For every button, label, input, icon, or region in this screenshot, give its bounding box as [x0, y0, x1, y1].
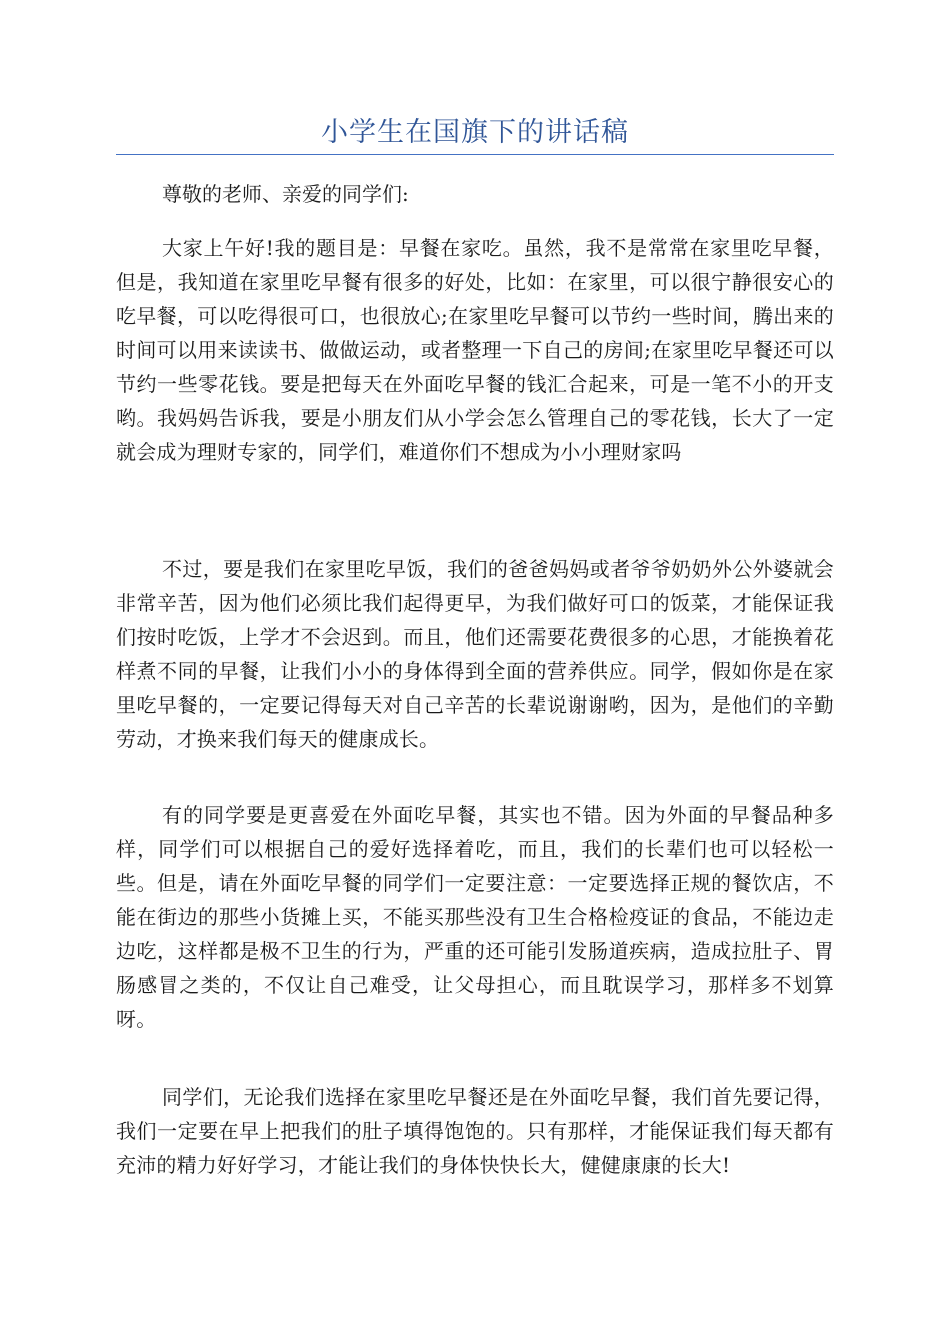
- body-paragraph-2: 不过，要是我们在家里吃早饭，我们的爸爸妈妈或者爷爷奶奶外公外婆就会非常辛苦，因为他们必须比我们起得更早，为我们做好可口的饭菜，才能保证我们按时吃饭，上学才不会迟到。而且，他们还需要花费很多的心思，才能换着花样煮不同的早餐，让我们小小的身体得到全面的营养供应。同学，假如你是在家里吃早餐的，一定要记得每天对自己辛苦的长辈说谢谢哟，因为，是他们的辛勤劳动，才换来我们每天的健康成长。: [116, 557, 834, 751]
- salutation: 尊敬的老师、亲爱的同学们:: [162, 182, 409, 206]
- title-underline: [116, 154, 834, 155]
- body-paragraph-4: 同学们，无论我们选择在家里吃早餐还是在外面吃早餐，我们首先要记得，我们一定要在早上把我们的肚子填得饱饱的。只有那样，才能保证我们每天都有充沛的精力好好学习，才能让我们的身体快快长大，健健康康的长大!: [116, 1085, 834, 1177]
- body-paragraph-3: 有的同学要是更喜爱在外面吃早餐，其实也不错。因为外面的早餐品种多样，同学们可以根据自己的爱好选择着吃，而且，我们的长辈们也可以轻松一些。但是，请在外面吃早餐的同学们一定要注意：一定要选择正规的餐饮店，不能在街边的那些小货摊上买，不能买那些没有卫生合格检疫证的食品，不能边走边吃，这样都是极不卫生的行为，严重的还可能引发肠道疾病，造成拉肚子、胃肠感冒之类的，不仅让自己难受，让父母担心，而且耽误学习，那样多不划算呀。: [116, 803, 834, 1031]
- document-page: [116, 0, 834, 1177]
- document-title: 小学生在国旗下的讲话稿: [321, 117, 629, 148]
- body-paragraph-1: 大家上午好!我的题目是：早餐在家吃。虽然，我不是常常在家里吃早餐，但是，我知道在家里吃早餐有很多的好处，比如：在家里，可以很宁静很安心的吃早餐，可以吃得很可口，也很放心;在家里吃早餐可以节约一些时间，腾出来的时间可以用来读读书、做做运动，或者整理一下自己的房间;在家里吃早餐还可以节约一些零花钱。要是把每天在外面吃早餐的钱汇合起来，可是一笔不小的开支哟。我妈妈告诉我，要是小朋友们从小学会怎么管理自己的零花钱，长大了一定就会成为理财专家的，同学们，难道你们不想成为小小理财家吗: [116, 236, 834, 464]
